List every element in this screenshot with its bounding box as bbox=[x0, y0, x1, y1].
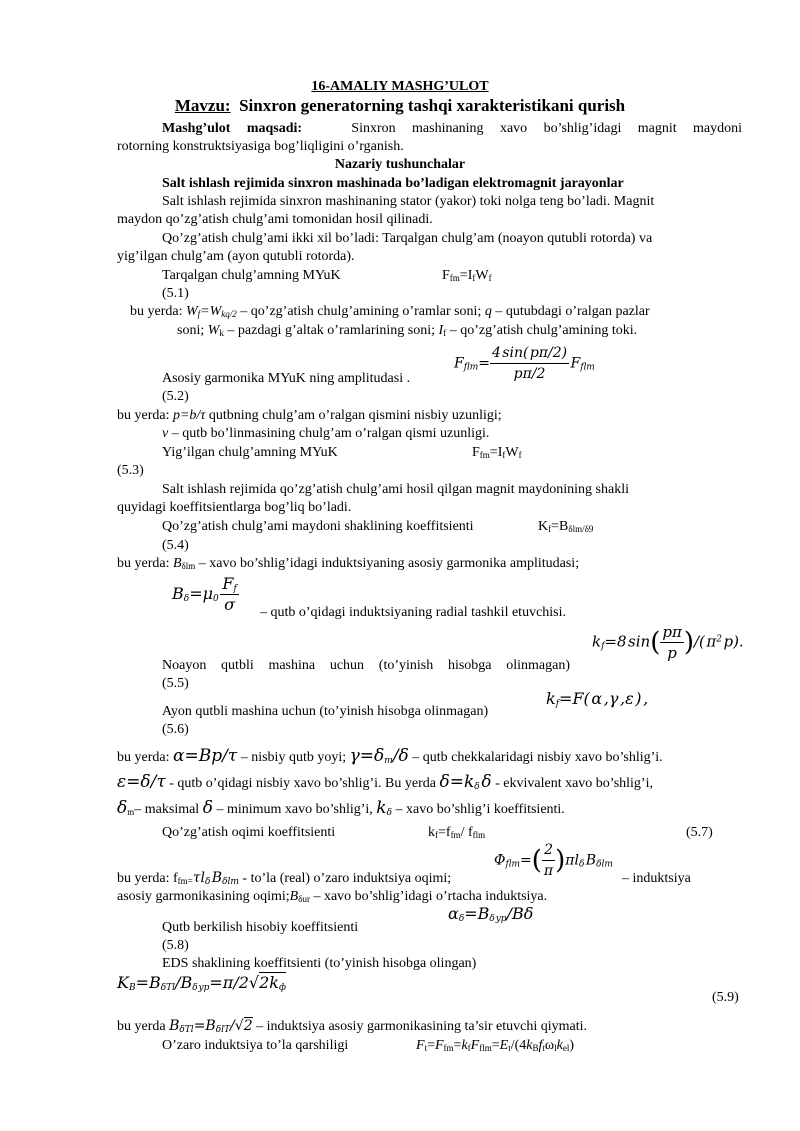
where-5-1-line-1: bu yerda: $W_f=W_{kq/2}$ – qo’zg’atish chulg’amining o’ramlar soni; q – qutubdagi o’ralgan pazlar bbox=[130, 304, 650, 319]
concentrated-mmf-label: Yig’ilgan chulg’amning MYuK bbox=[162, 445, 338, 460]
where-5-7-line-1: bu yerda: $f_{fm=}\tau l_\delta$ $B_{\delta lm}$ - to’la (real) o’zaro induktsiya oqimi; bbox=[117, 870, 452, 887]
alpha-gamma-line: bu yerda: α=Bp/τ – nisbiy qutb yoyi; $\gamma=\delta_m/\delta$ – qutb chekkalaridagi nisbiy xavo bo’shlig’i. bbox=[117, 746, 663, 766]
equation-number-5-6: (5.6) bbox=[162, 722, 189, 737]
formula-kf: $K_f=B_{\delta lm/\delta 9}$ bbox=[538, 519, 594, 534]
nonsalient-label: Noayon qutbli mashina uchun (to’yinish hisobga olinmagan) bbox=[162, 658, 570, 673]
where-5-2-line-1: bu yerda: p=b/τ qutbning chulg’am o’ralgan qismini nisbiy uzunligi; bbox=[117, 408, 502, 423]
where-5-2-line-2: v – qutb bo’linmasining chulg’am o’ralgan qismi uzunligi. bbox=[162, 426, 490, 441]
formula-alpha-delta: $\alpha_\delta=B_{\delta yp}/B\delta$ bbox=[448, 904, 534, 924]
paragraph-2-line-1: Qo’zg’atish chulg’ami ikki xil bo’ladi: Tarqalgan chulg’am (noayon qutubli rotorda) va bbox=[162, 231, 653, 246]
delta-max-line: $\delta_m-$ maksimal δ – minimum xavo bo’shlig’i, $k_\delta$ – xavo bo’shlig’i koeffitsienti. bbox=[117, 798, 565, 818]
topic-line: Mavzu: Sinxron generatorning tashqi xarakteristikani qurish bbox=[174, 96, 626, 115]
equation-number-5-7: (5.7) bbox=[686, 825, 713, 840]
eds-shape-label: EDS shaklining koeffitsienti (to’yinish hisobga olingan) bbox=[162, 956, 477, 971]
where-5-1-line-2: soni; $W_k$ – pazdagi g’altak o’ramlarining soni; $I_f$ – qo’zg’atish chulg’amining toki. bbox=[177, 323, 638, 338]
paragraph-2-line-2: yig’ilgan chulg’am (ayon qutubli rotorda). bbox=[117, 249, 355, 264]
page-title: 16-AMALIY MASHG’ULOT bbox=[311, 79, 489, 94]
equation-number-5-5: (5.5) bbox=[162, 676, 189, 691]
distributed-mmf-label: Tarqalgan chulg’amning MYuK bbox=[162, 268, 341, 283]
formula-kb: $K_B=B_{\delta Tl}/B_{\delta yp}=\pi/2√2k_ф$ bbox=[117, 973, 287, 993]
paragraph-3-line-2: quyidagi koeffitsientlarga bog’liq bo’ladi. bbox=[117, 500, 352, 515]
formula-kf-salient: $k_f=F$( α ,γ ,ε ) , bbox=[546, 689, 649, 709]
formula-b-delta: $B_\delta=\mu_0$ $\frac{F_f}{\sigma}$ bbox=[172, 574, 237, 614]
radial-component-desc: – qutb o’qidagi induktsiyaning radial tashkil etuvchisi. bbox=[260, 605, 567, 620]
pole-overlap-label: Qutb berkilish hisobiy koeffitsienti bbox=[162, 920, 359, 935]
equation-number-5-1: (5.1) bbox=[162, 286, 189, 301]
equation-number-5-9: (5.9) bbox=[712, 990, 739, 1005]
shape-coefficient-label: Qo’zg’atish chulg’ami maydoni shaklining koeffitsienti bbox=[162, 519, 474, 534]
formula-kf-nonsalient: $k_f=8$ sin( $\frac{p\pi}{p}$ )/( $\pi^2$ p). bbox=[592, 623, 744, 662]
salient-label: Ayon qutbli mashina uchun (to’yinish hisobga olinmagan) bbox=[162, 704, 489, 719]
paragraph-3-line-1: Salt ishlash rejimida qo’zg’atish chulg’ami hosil qilgan magnit maydonining shakli bbox=[162, 482, 629, 497]
equation-number-5-4: (5.4) bbox=[162, 538, 189, 553]
flux-coefficient-label: Qo’zg’atish oqimi koeffitsienti bbox=[162, 825, 336, 840]
goal-line-2: rotorning konstruktsiyasiga bog’liqligini o’rganish. bbox=[117, 139, 404, 154]
paragraph-1-line-1: Salt ishlash rejimida sinxron mashinaning stator (yakor) toki nolga teng bo’ladi. Magnit bbox=[162, 194, 655, 209]
goal-line-1: Mashg’ulot maqsadi: Sinxron mashinaning xavo bo’shlig’idagi magnit maydoni bbox=[162, 121, 743, 136]
where-5-7-line-1-end: – induktsiya bbox=[622, 871, 691, 886]
formula-ffm: $F_{fm}=I_fW_f$ bbox=[442, 268, 492, 283]
equation-number-5-3: (5.3) bbox=[117, 463, 144, 478]
mutual-impedance-label: O’zaro induktsiya to’la qarshiligi bbox=[162, 1038, 349, 1053]
formula-mutual-impedance: $F_t=F_{fm}=k_fF_{flm}=E_t/(4k_Bf_t\omega_lk_{el})$ bbox=[416, 1038, 575, 1053]
where-5-7-line-2: asosiy garmonikasining $oqimi;B_{\delta ur}$ – xavo bo’shlig’idagi o’rtacha induktsiya. bbox=[117, 889, 548, 904]
equation-number-5-2: (5.2) bbox=[162, 389, 189, 404]
where-5-4: bu yerda: $B_{\delta lm}$ – xavo bo’shlig’idagi induktsiyaning asosiy garmonika amplitudasi; bbox=[117, 556, 580, 571]
formula-phi-flm: $\Phi_{flm}=$( $\frac{2}{\pi}$ )$\pi l_\delta$ $B_{\delta lm}$ bbox=[494, 842, 613, 879]
where-5-9: bu yerda $B_{\delta Tl}=B_{\delta lT}/√2$ – induktsiya asosiy garmonikasining ta’sir etuvchi qiymati. bbox=[117, 1018, 588, 1035]
formula-ffm-2: $F_{fm}=I_fW_f$ bbox=[472, 445, 522, 460]
formula-fflm: $F_{flm}=$ $\frac{4 \sin( p\pi/2)}{p\pi/2}$ $F_{flm}$ bbox=[454, 345, 595, 382]
section-heading: Nazariy tushunchalar bbox=[334, 157, 466, 172]
formula-kf-flux: $k_f=f_{fm}/$ $f_{flm}$ bbox=[428, 825, 486, 840]
subsection-heading: Salt ishlash rejimida sinxron mashinada bo’ladigan elektromagnit jarayonlar bbox=[162, 176, 624, 191]
equation-number-5-8: (5.8) bbox=[162, 938, 189, 953]
amplitude-label: Asosiy garmonika MYuK ning amplitudasi . bbox=[162, 371, 411, 386]
epsilon-line: ε=δ/τ - qutb o’qidagi nisbiy xavo bo’shlig’i. Bu yerda $\delta=k_\delta$ δ - ekvivalent xavo bo’shlig’i, bbox=[117, 772, 653, 792]
paragraph-1-line-2: maydon qo’zg’atish chulg’ami tomonidan hosil qilinadi. bbox=[117, 212, 433, 227]
